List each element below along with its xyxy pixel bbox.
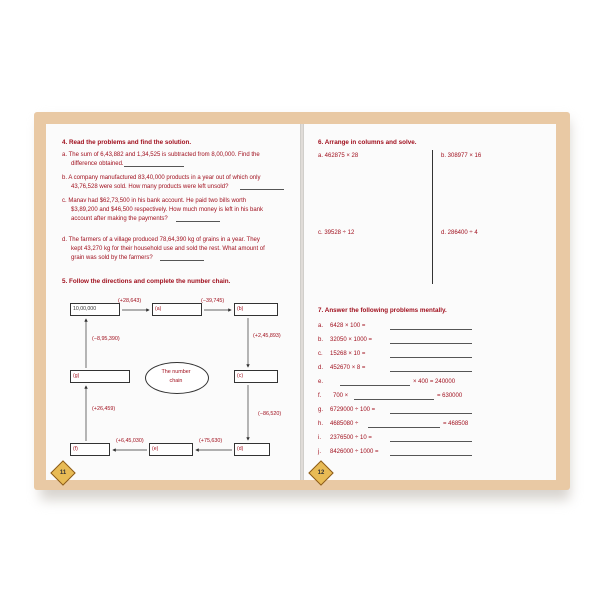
q6-column-divider xyxy=(432,150,433,284)
q7a-label: a. xyxy=(318,323,324,329)
q7f-result: = 630000 xyxy=(437,393,463,399)
q4b-line1: b. A company manufactured 83,40,000 products in a year out of which only xyxy=(62,175,261,181)
q6c-problem: c. 39528 ÷ 12 xyxy=(318,230,355,236)
q7c-label: c. xyxy=(318,351,323,357)
q7h-text: 4685080 ÷ xyxy=(330,421,359,427)
q7h-result: = 468508 xyxy=(443,421,469,427)
chain-box-f[interactable]: (f) xyxy=(70,443,110,456)
q7f-answer-line[interactable] xyxy=(354,399,434,400)
op-minus-895390: (−8,95,390) xyxy=(92,336,120,342)
q4-heading: 4. Read the problems and find the solution. xyxy=(62,139,192,146)
q7i-label: i. xyxy=(318,435,321,441)
q6-heading: 6. Arrange in columns and solve. xyxy=(318,139,417,146)
q7j-label: j. xyxy=(318,449,321,455)
q7i-answer-line[interactable] xyxy=(390,441,472,442)
q7-heading: 7. Answer the following problems mentally. xyxy=(318,307,447,314)
q6a-problem: a. 462875 × 28 xyxy=(318,153,359,159)
q7d-answer-line[interactable] xyxy=(390,371,472,372)
q7d-text: 452670 × 8 = xyxy=(330,365,366,371)
q7f-text: 700 × xyxy=(333,393,349,399)
chain-box-b[interactable]: (b) xyxy=(234,303,278,316)
q6b-problem: b. 308977 × 16 xyxy=(441,153,482,159)
q7b-text: 32050 × 1000 = xyxy=(330,337,373,343)
q7c-text: 15268 × 10 = xyxy=(330,351,366,357)
page-number-right: 12 xyxy=(317,470,325,476)
q4c-line2: $3,89,200 and $46,500 respectively. How much money is left in his bank xyxy=(71,207,263,213)
q4a-line1: a. The sum of 6,43,882 and 1,34,525 is subtracted from 8,00,000. Find the xyxy=(62,152,260,158)
q4c-line1: c. Manav had $62,73,500 in his bank account. He paid two bills worth xyxy=(62,198,247,204)
op-plus-26459: (+26,459) xyxy=(92,406,116,412)
q7j-answer-line[interactable] xyxy=(390,455,472,456)
q7f-label: f. xyxy=(318,393,322,399)
op-plus-245893: (+2,45,893) xyxy=(253,333,281,339)
op-minus-39745: (−39,745) xyxy=(201,298,225,304)
q7a-answer-line[interactable] xyxy=(390,329,472,330)
q4b-line2: 43,76,528 were sold. How many products were left unsold? xyxy=(71,184,229,190)
q5-heading: 5. Follow the directions and complete the number chain. xyxy=(62,278,231,285)
chain-center-line1: The number xyxy=(161,369,191,375)
chain-box-d[interactable]: (d) xyxy=(234,443,270,456)
op-plus-75630: (+75,630) xyxy=(199,438,223,444)
chain-box-a[interactable]: (a) xyxy=(152,303,202,316)
chain-box-c[interactable]: (c) xyxy=(234,370,278,383)
q7g-label: g. xyxy=(318,407,324,413)
q4a-line2: difference obtained. xyxy=(71,161,124,167)
q7g-text: 6729000 ÷ 100 = xyxy=(330,407,376,413)
q4c-line3: account after making the payments? xyxy=(71,216,168,222)
q7d-label: d. xyxy=(318,365,324,371)
q4d-line2: kept 43,270 kg for their household use and sold the rest. What amount of xyxy=(71,246,265,252)
q6d-problem: d. 286400 ÷ 4 xyxy=(441,230,478,236)
q7a-text: 6428 × 100 = xyxy=(330,323,366,329)
chain-box-g[interactable]: (g) xyxy=(70,370,130,383)
q7i-text: 2376500 ÷ 10 = xyxy=(330,435,372,441)
q7h-answer-line[interactable] xyxy=(368,427,440,428)
q7j-text: 8426000 ÷ 1000 = xyxy=(330,449,379,455)
q7b-answer-line[interactable] xyxy=(390,343,472,344)
chain-box-e[interactable]: (e) xyxy=(149,443,193,456)
q7g-answer-line[interactable] xyxy=(390,413,472,414)
q4d-line3: grain was sold by the farmers? xyxy=(71,255,153,261)
q7e-answer-line[interactable] xyxy=(340,385,410,386)
op-minus-86520: (−86,520) xyxy=(258,411,282,417)
q7e-text: × 400 = 240000 xyxy=(413,379,456,385)
op-plus-28643: (+28,643) xyxy=(118,298,142,304)
q7e-label: e. xyxy=(318,379,324,385)
chain-start-box: 10,00,000 xyxy=(70,303,120,316)
chain-center-line2: chain xyxy=(169,378,183,384)
page-number-left: 11 xyxy=(59,470,67,476)
q7h-label: h. xyxy=(318,421,324,427)
q4d-line1: d. The farmers of a village produced 78,64,390 kg of grains in a year. They xyxy=(62,237,260,243)
q7c-answer-line[interactable] xyxy=(390,357,472,358)
op-plus-645030: (+6,45,030) xyxy=(116,438,144,444)
q7b-label: b. xyxy=(318,337,324,343)
